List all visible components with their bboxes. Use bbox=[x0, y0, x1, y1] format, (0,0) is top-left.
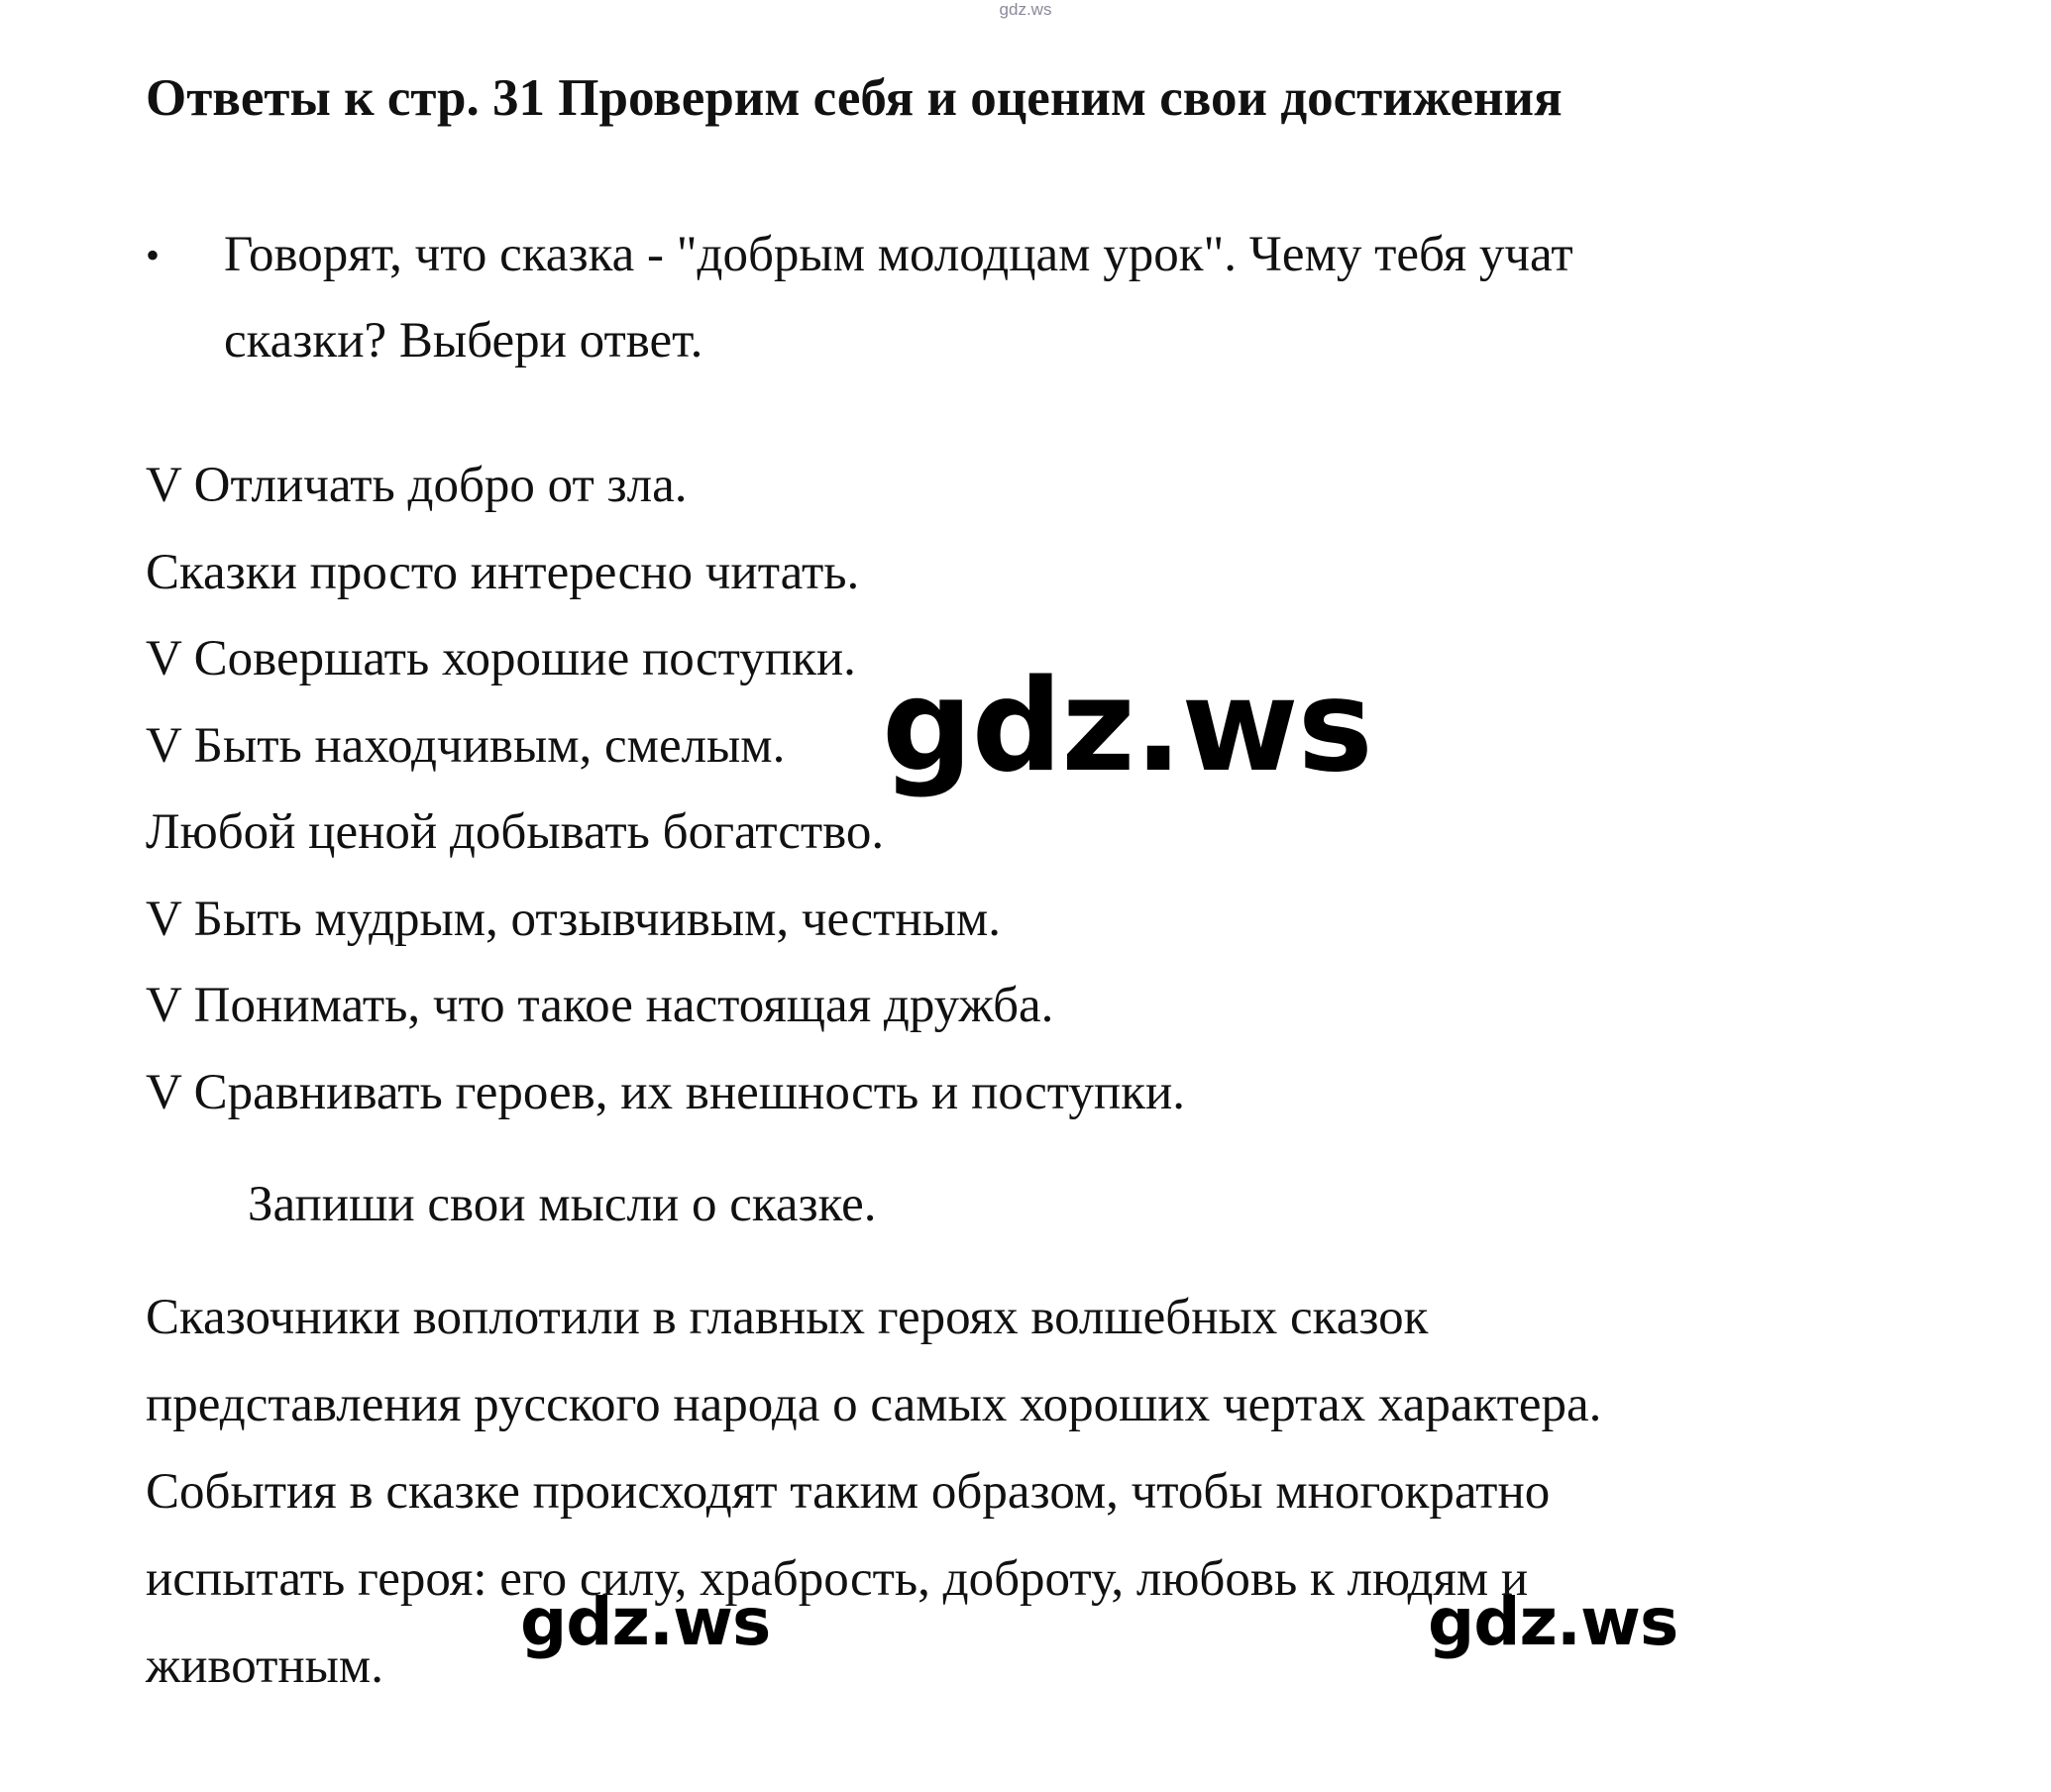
answer-item: V Быть мудрым, отзывчивым, честным. bbox=[146, 891, 1001, 947]
question-line-1: Говорят, что сказка - "добрым молодцам урок". Чему тебя учат bbox=[224, 227, 1573, 282]
essay-line: животным. bbox=[146, 1638, 383, 1694]
bullet-icon: • bbox=[146, 233, 161, 277]
write-prompt: Запиши свои мысли о сказке. bbox=[248, 1177, 877, 1232]
essay-line: События в сказке происходят таким образом, чтобы многократно bbox=[146, 1464, 1551, 1520]
page-title: Ответы к стр. 31 Проверим себя и оценим свои достижения bbox=[146, 69, 1563, 127]
watermark-center: gdz.ws bbox=[882, 653, 1372, 800]
answer-item: Любой ценой добывать богатство. bbox=[146, 804, 885, 860]
watermark-bottom-right: gdz.ws bbox=[1428, 1584, 1678, 1660]
watermark-bottom-left: gdz.ws bbox=[520, 1584, 771, 1660]
answer-item: V Быть находчивым, смелым. bbox=[146, 717, 786, 774]
essay-line: испытать героя: его силу, храбрость, доброту, любовь к людям и bbox=[146, 1551, 1529, 1607]
answer-item: V Понимать, что такое настоящая дружба. bbox=[146, 978, 1054, 1033]
answer-item: V Совершать хорошие поступки. bbox=[146, 631, 856, 686]
question-line-2: сказки? Выбери ответ. bbox=[224, 313, 703, 369]
top-watermark: gdz.ws bbox=[999, 0, 1052, 19]
essay-line: Сказочники воплотили в главных героях волшебных сказок bbox=[146, 1290, 1429, 1345]
question-bullet-item bbox=[146, 212, 1830, 384]
essay-line: представления русского народа о самых хороших чертах характера. bbox=[146, 1377, 1602, 1432]
answer-item: V Сравнивать героев, их внешность и поступки. bbox=[146, 1064, 1186, 1120]
answer-item: Сказки просто интересно читать. bbox=[146, 544, 860, 600]
answer-item: V Отличать добро от зла. bbox=[146, 458, 688, 513]
